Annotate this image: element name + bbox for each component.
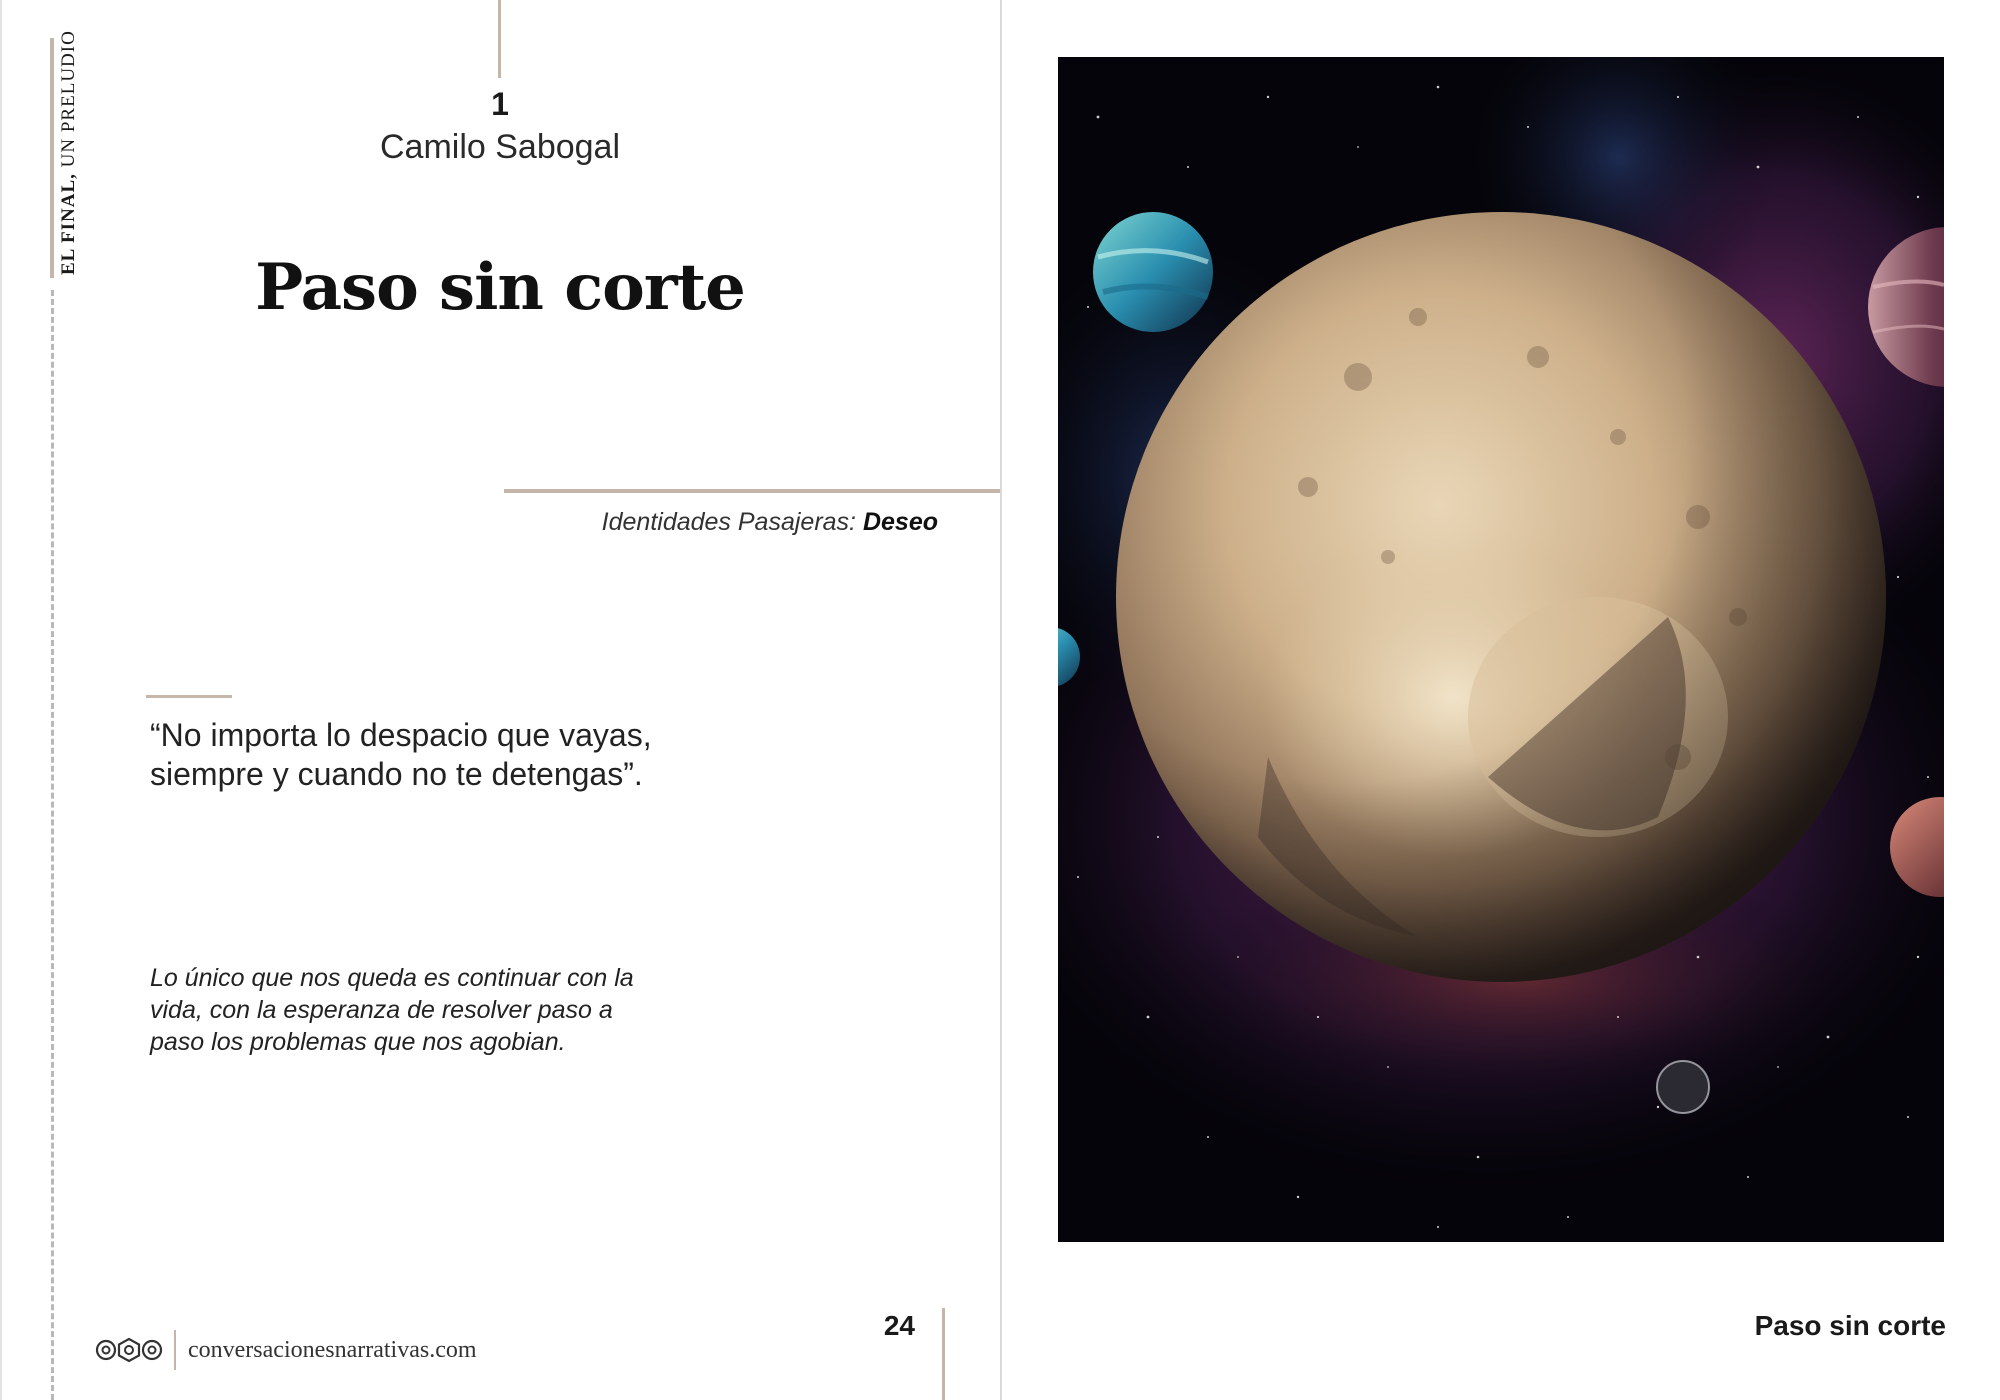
quote-rule	[146, 695, 232, 698]
running-head-bold: EL FINAL,	[58, 173, 79, 275]
chapter-number: 1	[491, 86, 509, 122]
page-number: 24	[883, 1310, 915, 1341]
running-head	[58, 30, 80, 275]
section-rule	[504, 489, 1000, 493]
summary-text: Lo único que nos queda es continuar con la vida, con la esperanza de resolver paso a paso los problemas que nos agobian.	[150, 964, 634, 1056]
page-gutter	[1000, 0, 1002, 1400]
series-value: Deseo	[862, 508, 938, 536]
dwarf-planet-illustration	[1058, 57, 1944, 1242]
right-page	[1000, 0, 2000, 1400]
page-edge	[0, 0, 2, 1400]
article-title: Paso sin corte	[255, 250, 745, 325]
top-vertical-rule	[498, 0, 501, 78]
website-url[interactable]: conversacionesnarrativas.com	[188, 1337, 477, 1363]
epigraph-quote: “No importa lo despacio que vayas, siempre y cuando no te detengas”.	[150, 717, 652, 792]
running-head-regular: UN PRELUDIO	[58, 30, 79, 174]
author-name: Camilo Sabogal	[379, 128, 621, 166]
series-label: Identidades Pasajeras:	[601, 508, 856, 536]
running-head-rule	[50, 38, 54, 278]
page-number-rule	[942, 1308, 945, 1400]
dashed-margin-line	[51, 290, 54, 1400]
three-circles-logo-icon	[94, 1336, 164, 1364]
series-line	[602, 508, 938, 537]
footer-article-title: Paso sin corte	[1754, 1310, 1946, 1341]
footer-separator	[174, 1330, 176, 1370]
